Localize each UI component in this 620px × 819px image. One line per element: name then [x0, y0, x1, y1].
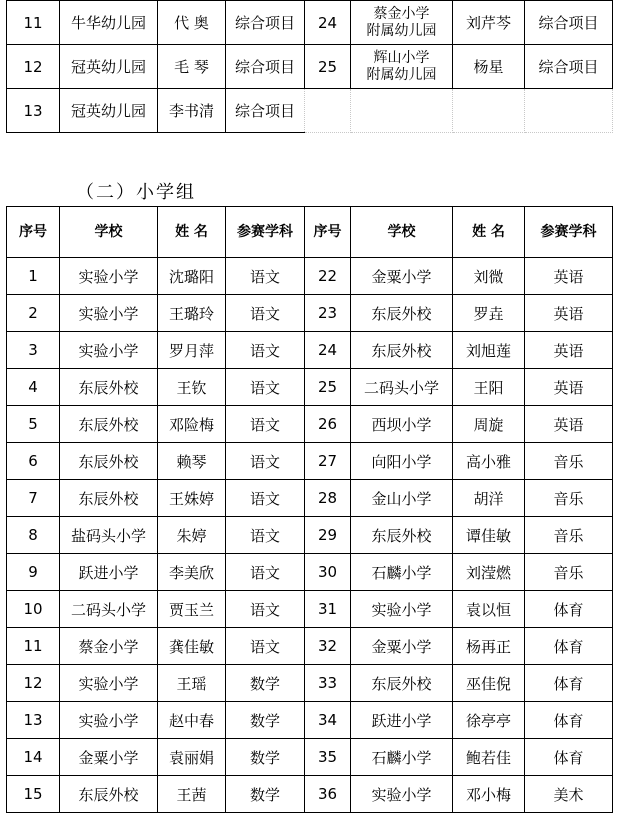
- table-cell: 金山小学: [351, 480, 453, 517]
- table-cell: 巫佳倪: [453, 665, 525, 702]
- table-cell: 实验小学: [351, 776, 453, 813]
- table-cell: [453, 89, 525, 133]
- table-cell: 语文: [226, 628, 305, 665]
- table-cell: 语文: [226, 517, 305, 554]
- table-cell: 刘微: [453, 258, 525, 295]
- table-cell: 石麟小学: [351, 554, 453, 591]
- table-cell: 音乐: [525, 554, 613, 591]
- header-cell: 姓 名: [158, 207, 226, 258]
- table-row: [7, 369, 613, 406]
- table-cell: 英语: [525, 295, 613, 332]
- table-row: [7, 739, 613, 776]
- table-cell: 体育: [525, 591, 613, 628]
- table-cell: 数学: [226, 776, 305, 813]
- table-cell: 33: [305, 665, 351, 702]
- table-cell: 李书清: [158, 89, 226, 133]
- table-row: [7, 665, 613, 702]
- table-cell: 11: [7, 1, 60, 45]
- school-line: 附属幼儿园: [366, 66, 437, 83]
- table-cell: 代 奥: [158, 1, 226, 45]
- table-row: [7, 406, 613, 443]
- table-cell: 罗垚: [453, 295, 525, 332]
- school-line: 辉山小学: [373, 49, 430, 66]
- table-cell: 15: [7, 776, 60, 813]
- header-cell: 姓 名: [453, 207, 525, 258]
- table-cell: 袁以恒: [453, 591, 525, 628]
- table-cell: 语文: [226, 258, 305, 295]
- header-row: [7, 207, 613, 258]
- table-cell: 实验小学: [60, 258, 158, 295]
- table-cell: [351, 1, 453, 45]
- table-row: [7, 776, 613, 813]
- table-cell: 刘滢燃: [453, 554, 525, 591]
- table-row: [7, 702, 613, 739]
- table-cell: 综合项目: [226, 45, 305, 89]
- header-cell: 参赛学科: [525, 207, 613, 258]
- school-line: 蔡金小学: [373, 5, 430, 22]
- table-cell: 英语: [525, 332, 613, 369]
- table-row: [7, 591, 613, 628]
- table-cell: 23: [305, 295, 351, 332]
- table-cell: 36: [305, 776, 351, 813]
- table-cell: 王钦: [158, 369, 226, 406]
- table-row: [7, 1, 613, 45]
- table-cell: 34: [305, 702, 351, 739]
- table-cell: 盐码头小学: [60, 517, 158, 554]
- table-cell: 英语: [525, 369, 613, 406]
- table-cell: 音乐: [525, 517, 613, 554]
- table-cell: 25: [305, 369, 351, 406]
- table-cell: 实验小学: [60, 702, 158, 739]
- table-cell: 徐亭亭: [453, 702, 525, 739]
- table-cell: 邓险梅: [158, 406, 226, 443]
- table-cell: 东辰外校: [60, 443, 158, 480]
- table-cell: 体育: [525, 739, 613, 776]
- table-cell: 22: [305, 258, 351, 295]
- table-cell: 10: [7, 591, 60, 628]
- table-cell: 8: [7, 517, 60, 554]
- table-cell: 西坝小学: [351, 406, 453, 443]
- table-cell: 12: [7, 45, 60, 89]
- table-cell: 刘芹芩: [453, 1, 525, 45]
- table-cell: 牛华幼儿园: [60, 1, 158, 45]
- table-cell: 贾玉兰: [158, 591, 226, 628]
- table-row: [7, 258, 613, 295]
- table-cell: 语文: [226, 295, 305, 332]
- table-cell: 综合项目: [226, 89, 305, 133]
- table-cell: 综合项目: [226, 1, 305, 45]
- table-cell: 14: [7, 739, 60, 776]
- table-cell: 语文: [226, 443, 305, 480]
- table-cell: 东辰外校: [351, 295, 453, 332]
- primary-school-table: [6, 206, 613, 813]
- table-cell: 语文: [226, 554, 305, 591]
- table-cell: 12: [7, 665, 60, 702]
- table-row: [7, 517, 613, 554]
- table-cell: 13: [7, 89, 60, 133]
- table-cell: 综合项目: [525, 1, 613, 45]
- table-cell: 26: [305, 406, 351, 443]
- table-cell: 9: [7, 554, 60, 591]
- table-cell: 音乐: [525, 443, 613, 480]
- table-row: [7, 295, 613, 332]
- header-cell: 序号: [7, 207, 60, 258]
- table-cell: 实验小学: [60, 332, 158, 369]
- header-cell: 学校: [60, 207, 158, 258]
- table-cell: 综合项目: [525, 45, 613, 89]
- table-cell: 数学: [226, 665, 305, 702]
- table-cell: 24: [305, 1, 351, 45]
- table-cell: 龚佳敏: [158, 628, 226, 665]
- table-cell: 4: [7, 369, 60, 406]
- table-cell: 25: [305, 45, 351, 89]
- table-cell: 周旋: [453, 406, 525, 443]
- header-cell: 序号: [305, 207, 351, 258]
- table-cell: 金粟小学: [351, 258, 453, 295]
- table-cell: 实验小学: [60, 665, 158, 702]
- table-cell: 数学: [226, 702, 305, 739]
- header-cell: 学校: [351, 207, 453, 258]
- table-cell: 28: [305, 480, 351, 517]
- table-cell: 7: [7, 480, 60, 517]
- table-cell: 东辰外校: [60, 369, 158, 406]
- table-cell: 体育: [525, 628, 613, 665]
- kindergarten-table: [6, 0, 613, 133]
- section-heading: （二）小学组: [76, 182, 196, 203]
- table-cell: 5: [7, 406, 60, 443]
- table-cell: 31: [305, 591, 351, 628]
- table-cell: 1: [7, 258, 60, 295]
- table-cell: 音乐: [525, 480, 613, 517]
- table-cell: 语文: [226, 406, 305, 443]
- table-cell: 英语: [525, 258, 613, 295]
- table-cell: 实验小学: [351, 591, 453, 628]
- table-cell: 2: [7, 295, 60, 332]
- table-cell: 罗月萍: [158, 332, 226, 369]
- table-cell: 金粟小学: [60, 739, 158, 776]
- table-cell: 赖琴: [158, 443, 226, 480]
- table-cell: 二码头小学: [60, 591, 158, 628]
- table-cell: 王姝婷: [158, 480, 226, 517]
- table-cell: 11: [7, 628, 60, 665]
- table-cell: 沈璐阳: [158, 258, 226, 295]
- table-cell: 谭佳敏: [453, 517, 525, 554]
- table-cell: 冠英幼儿园: [60, 89, 158, 133]
- table-cell: 冠英幼儿园: [60, 45, 158, 89]
- table-cell: 王璐玲: [158, 295, 226, 332]
- table-cell: 金粟小学: [351, 628, 453, 665]
- table-cell: 王茜: [158, 776, 226, 813]
- table-cell: 二码头小学: [351, 369, 453, 406]
- school-line: 附属幼儿园: [366, 22, 437, 39]
- table-cell: 英语: [525, 406, 613, 443]
- table-cell: [305, 89, 351, 133]
- table-cell: 邓小梅: [453, 776, 525, 813]
- table-cell: [525, 89, 613, 133]
- table-cell: 东辰外校: [60, 480, 158, 517]
- table-cell: 鲍若佳: [453, 739, 525, 776]
- table-cell: 跃进小学: [351, 702, 453, 739]
- table-cell: 李美欣: [158, 554, 226, 591]
- table-cell: 29: [305, 517, 351, 554]
- table-cell: 27: [305, 443, 351, 480]
- table-row: [7, 443, 613, 480]
- table-cell: 胡洋: [453, 480, 525, 517]
- table-cell: 跃进小学: [60, 554, 158, 591]
- table-cell: 美术: [525, 776, 613, 813]
- table-cell: 杨星: [453, 45, 525, 89]
- table-cell: 体育: [525, 702, 613, 739]
- table-cell: 实验小学: [60, 295, 158, 332]
- table-cell: 30: [305, 554, 351, 591]
- table-cell: 王阳: [453, 369, 525, 406]
- table-cell: 13: [7, 702, 60, 739]
- table-cell: 6: [7, 443, 60, 480]
- table-cell: 毛 琴: [158, 45, 226, 89]
- table-cell: 石麟小学: [351, 739, 453, 776]
- table-cell: 赵中春: [158, 702, 226, 739]
- table-row: [7, 89, 613, 133]
- table-cell: 东辰外校: [351, 517, 453, 554]
- table-cell: 3: [7, 332, 60, 369]
- table-cell: 杨再正: [453, 628, 525, 665]
- table-cell: 刘旭莲: [453, 332, 525, 369]
- table-cell: [351, 45, 453, 89]
- table-cell: [351, 89, 453, 133]
- table-cell: 王瑶: [158, 665, 226, 702]
- table-cell: 东辰外校: [351, 665, 453, 702]
- table-row: [7, 628, 613, 665]
- table-cell: 24: [305, 332, 351, 369]
- table-cell: 语文: [226, 332, 305, 369]
- table-cell: 35: [305, 739, 351, 776]
- table-cell: 语文: [226, 591, 305, 628]
- table-cell: 东辰外校: [60, 776, 158, 813]
- table-cell: 朱婷: [158, 517, 226, 554]
- table-row: [7, 480, 613, 517]
- table-cell: 数学: [226, 739, 305, 776]
- table-cell: 语文: [226, 480, 305, 517]
- table-cell: 东辰外校: [60, 406, 158, 443]
- table-row: [7, 554, 613, 591]
- table-cell: 向阳小学: [351, 443, 453, 480]
- table-row: [7, 332, 613, 369]
- table-cell: 蔡金小学: [60, 628, 158, 665]
- table-cell: 袁丽娟: [158, 739, 226, 776]
- table-cell: 体育: [525, 665, 613, 702]
- header-cell: 参赛学科: [226, 207, 305, 258]
- table-cell: 高小雅: [453, 443, 525, 480]
- table-cell: 32: [305, 628, 351, 665]
- table-cell: 东辰外校: [351, 332, 453, 369]
- table-row: [7, 45, 613, 89]
- table-cell: 语文: [226, 369, 305, 406]
